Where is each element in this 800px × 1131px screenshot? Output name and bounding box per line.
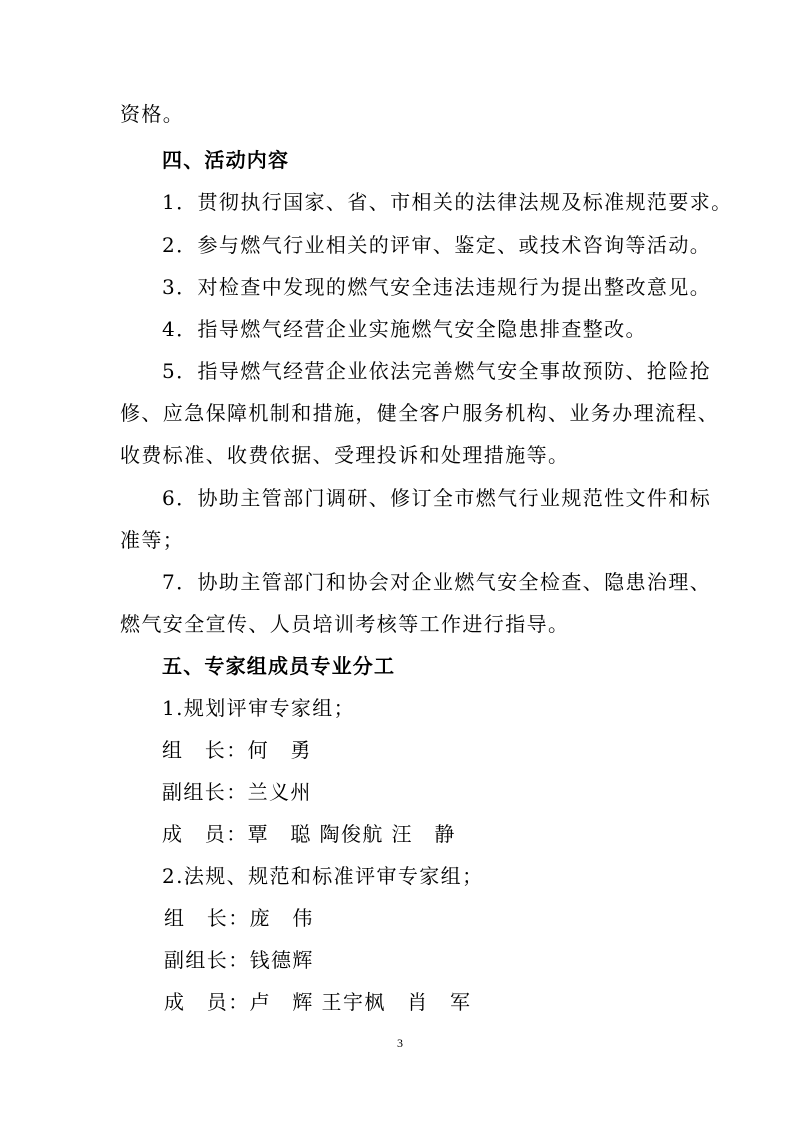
list-item-continuation: 修、应急保障机制和措施，健全客户服务机构、业务办理流程、 <box>120 401 720 425</box>
group-title: 2.法规、规范和标准评审专家组； <box>162 864 484 888</box>
list-item: 4．指导燃气经营企业实施燃气安全隐患排查整改。 <box>162 317 647 341</box>
page-number: 3 <box>397 1036 403 1050</box>
group-members: 成 员：覃 聪 陶俊航 汪 静 <box>162 822 456 846</box>
group-members: 成 员：卢 辉 王宇枫 肖 军 <box>164 990 472 1014</box>
continuation-text: 资格。 <box>120 102 185 126</box>
list-item-continuation: 收费标准、收费依据、受理投诉和处理措施等。 <box>120 443 570 467</box>
list-item: 3．对检查中发现的燃气安全违法违规行为提出整改意见。 <box>162 275 712 299</box>
list-item: 5．指导燃气经营企业依法完善燃气安全事故预防、抢险抢 <box>162 359 712 383</box>
list-item: 7．协助主管部门和协会对企业燃气安全检查、隐患治理、 <box>162 570 712 594</box>
group-leader: 组 长：庞 伟 <box>164 906 314 930</box>
list-item: 1．贯彻执行国家、省、市相关的法律法规及标准规范要求。 <box>162 190 733 214</box>
group-deputy: 副组长：兰义州 <box>162 780 312 804</box>
group-leader: 组 长：何 勇 <box>162 738 312 762</box>
list-item-continuation: 燃气安全宣传、人员培训考核等工作进行指导。 <box>120 612 570 636</box>
section-heading-activities: 四、活动内容 <box>162 148 290 172</box>
group-title: 1.规划评审专家组； <box>162 696 356 720</box>
section-heading-expert-groups: 五、专家组成员专业分工 <box>162 654 396 678</box>
list-item-continuation: 准等； <box>120 528 185 552</box>
list-item: 2．参与燃气行业相关的评审、鉴定、或技术咨询等活动。 <box>162 233 712 257</box>
list-item: 6．协助主管部门调研、修订全市燃气行业规范性文件和标 <box>162 486 712 510</box>
group-deputy: 副组长：钱德辉 <box>164 948 314 972</box>
